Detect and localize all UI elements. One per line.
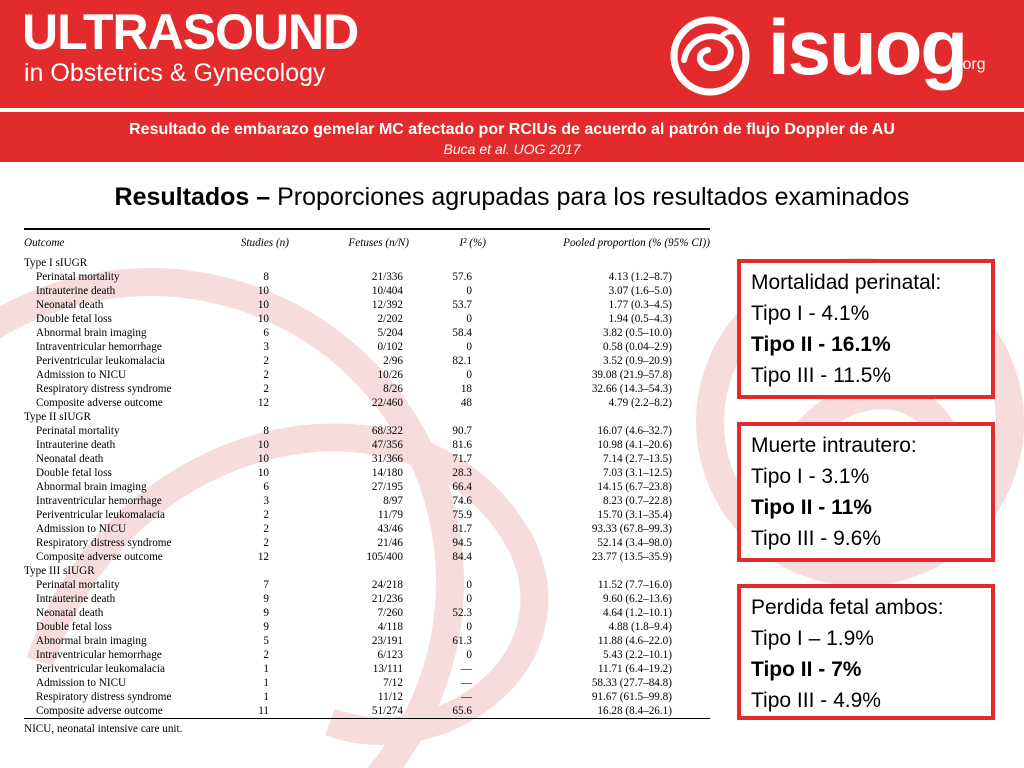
cell-outcome: Composite adverse outcome [36, 705, 163, 717]
cell-outcome: Abnormal brain imaging [36, 327, 147, 339]
results-table-container [24, 228, 710, 735]
cell-outcome: Neonatal death [36, 607, 104, 619]
cell-fetuses: 2/96 [383, 355, 403, 367]
cell-i2: 84.4 [452, 551, 472, 563]
cell-studies: 10 [257, 439, 269, 451]
table-row [24, 508, 710, 522]
cell-pooled-proportion: 3.52 (0.9–20.9) [603, 355, 672, 367]
cell-fetuses: 31/366 [371, 453, 403, 465]
cell-outcome: Abnormal brain imaging [36, 481, 147, 493]
cell-i2: 0 [466, 621, 472, 633]
table-row [24, 382, 710, 396]
cell-i2: 52.3 [452, 607, 472, 619]
table-row [24, 634, 710, 648]
cell-fetuses: 7/260 [377, 607, 403, 619]
cell-studies: 2 [263, 355, 269, 367]
cell-studies: 2 [263, 649, 269, 661]
logo-suffix: .org [958, 56, 986, 73]
cell-fetuses: 21/46 [377, 537, 403, 549]
table-row [24, 648, 710, 662]
cell-pooled-proportion: 4.64 (1.2–10.1) [603, 607, 672, 619]
cell-fetuses: 8/97 [383, 495, 403, 507]
cell-i2: 0 [466, 593, 472, 605]
cell-studies: 2 [263, 523, 269, 535]
cell-pooled-proportion: 4.13 (1.2–8.7) [608, 271, 672, 283]
cell-fetuses: 21/236 [371, 593, 403, 605]
group-label: Type III sIUGR [24, 565, 95, 577]
box-line-type2: Tipo II - 7% [751, 658, 862, 681]
cell-outcome: Double fetal loss [36, 467, 112, 479]
page-title-rest: Proporciones agrupadas para los resultados examinados [270, 183, 910, 211]
cell-pooled-proportion: 9.60 (6.2–13.6) [603, 593, 672, 605]
cell-fetuses: 43/46 [377, 523, 403, 535]
table-row [24, 620, 710, 634]
band-citation: Buca et al. UOG 2017 [443, 141, 581, 157]
table-row [24, 424, 710, 438]
table-row [24, 606, 710, 620]
cell-fetuses: 21/336 [371, 271, 403, 283]
summary-box-perinatal-mortality [737, 259, 995, 399]
table-group-row [24, 564, 710, 578]
cell-i2: 0 [466, 313, 472, 325]
cell-pooled-proportion: 1.77 (0.3–4.5) [608, 299, 672, 311]
table-group-row [24, 256, 710, 270]
table-row [24, 494, 710, 508]
cell-pooled-proportion: 16.28 (8.4–26.1) [597, 705, 672, 717]
cell-fetuses: 10/26 [377, 369, 403, 381]
cell-fetuses: 13/111 [372, 663, 403, 675]
cell-pooled-proportion: 15.70 (3.1–35.4) [597, 509, 672, 521]
cell-fetuses: 10/404 [371, 285, 403, 297]
col-header-fetuses: Fetuses (n/N) [348, 237, 409, 249]
cell-pooled-proportion: 39.08 (21.9–57.8) [591, 369, 672, 381]
cell-outcome: Composite adverse outcome [36, 397, 163, 409]
col-header-pooled-proportion: Pooled proportion (% (95% CI)) [563, 237, 710, 249]
cell-fetuses: 23/191 [371, 635, 403, 647]
cell-fetuses: 47/356 [371, 439, 403, 451]
cell-i2: 0 [466, 341, 472, 353]
col-header-outcome: Outcome [24, 237, 65, 249]
cell-outcome: Admission to NICU [36, 677, 127, 689]
cell-i2: 57.6 [452, 271, 472, 283]
table-row [24, 340, 710, 354]
table-row [24, 676, 710, 690]
cell-i2: — [460, 691, 472, 703]
table-row [24, 704, 710, 718]
box-title: Muerte intrautero: [751, 434, 917, 457]
cell-pooled-proportion: 3.07 (1.6–5.0) [608, 285, 672, 297]
cell-studies: 10 [257, 453, 269, 465]
cell-outcome: Intrauterine death [36, 593, 116, 605]
cell-pooled-proportion: 3.82 (0.5–10.0) [603, 327, 672, 339]
cell-studies: 3 [263, 495, 269, 507]
table-row [24, 480, 710, 494]
cell-pooled-proportion: 23.77 (13.5–35.9) [591, 551, 672, 563]
table-bottom-rule [24, 718, 710, 719]
page-title-bold: Resultados – [114, 183, 271, 211]
cell-outcome: Double fetal loss [36, 313, 112, 325]
cell-fetuses: 12/392 [371, 299, 403, 311]
cell-studies: 8 [263, 271, 269, 283]
cell-studies: 5 [263, 635, 269, 647]
cell-pooled-proportion: 52.14 (3.4–98.0) [597, 537, 672, 549]
cell-outcome: Neonatal death [36, 299, 104, 311]
cell-outcome: Periventricular leukomalacia [36, 355, 165, 367]
table-row [24, 690, 710, 704]
cell-pooled-proportion: 7.03 (3.1–12.5) [603, 467, 672, 479]
cell-outcome: Admission to NICU [36, 523, 127, 535]
cell-studies: 10 [257, 467, 269, 479]
table-group-row [24, 410, 710, 424]
cell-i2: — [460, 677, 472, 689]
cell-i2: 81.7 [452, 523, 472, 535]
cell-outcome: Abnormal brain imaging [36, 635, 147, 647]
cell-outcome: Intrauterine death [36, 439, 116, 451]
cell-pooled-proportion: 4.88 (1.8–9.4) [608, 621, 672, 633]
cell-outcome: Periventricular leukomalacia [36, 509, 165, 521]
cell-pooled-proportion: 11.88 (4.6–22.0) [597, 635, 672, 647]
page-title [0, 183, 1024, 212]
cell-studies: 6 [263, 481, 269, 493]
cell-outcome: Intrauterine death [36, 285, 116, 297]
cell-i2: 82.1 [452, 355, 472, 367]
cell-studies: 9 [263, 621, 269, 633]
cell-i2: 65.6 [452, 705, 472, 717]
box-line-type1: Tipo I – 1.9% [751, 627, 874, 650]
cell-i2: 71.7 [452, 453, 472, 465]
table-footnote: NICU, neonatal intensive care unit. [24, 723, 183, 735]
table-row [24, 298, 710, 312]
cell-fetuses: 4/118 [377, 621, 403, 633]
cell-studies: 2 [263, 383, 269, 395]
box-line-type1: Tipo I - 3.1% [751, 465, 870, 488]
cell-i2: 61.3 [452, 635, 472, 647]
cell-outcome: Perinatal mortality [36, 425, 120, 437]
box-line-type3: Tipo III - 11.5% [751, 364, 892, 387]
cell-pooled-proportion: 58.33 (27.7–84.8) [591, 677, 672, 689]
cell-i2: 81.6 [452, 439, 472, 451]
box-line-type3: Tipo III - 9.6% [751, 527, 881, 550]
summary-box-intrauterine-death [737, 422, 995, 562]
cell-pooled-proportion: 4.79 (2.2–8.2) [608, 397, 672, 409]
cell-pooled-proportion: 8.23 (0.7–22.8) [603, 495, 672, 507]
cell-fetuses: 14/180 [371, 467, 403, 479]
table-header-row [24, 230, 710, 256]
table-row [24, 592, 710, 606]
cell-studies: 2 [263, 509, 269, 521]
cell-pooled-proportion: 0.58 (0.04–2.9) [603, 341, 672, 353]
cell-studies: 1 [263, 677, 269, 689]
cell-i2: 18 [460, 383, 472, 395]
cell-fetuses: 6/123 [377, 649, 403, 661]
cell-pooled-proportion: 14.15 (6.7–23.8) [597, 481, 672, 493]
table-row [24, 466, 710, 480]
col-header-studies: Studies (n) [240, 237, 289, 249]
cell-studies: 2 [263, 369, 269, 381]
box-line-type2: Tipo II - 11% [751, 496, 872, 519]
table-row [24, 396, 710, 410]
cell-fetuses: 7/12 [383, 677, 403, 689]
cell-i2: 58.4 [452, 327, 472, 339]
cell-studies: 9 [263, 607, 269, 619]
journal-header [0, 0, 1024, 108]
cell-i2: 0 [466, 369, 472, 381]
cell-i2: 94.5 [452, 537, 472, 549]
table-row [24, 578, 710, 592]
cell-pooled-proportion: 7.14 (2.7–13.5) [603, 453, 672, 465]
cell-i2: 0 [466, 285, 472, 297]
cell-fetuses: 0/102 [377, 341, 403, 353]
cell-i2: 74.6 [452, 495, 472, 507]
cell-studies: 1 [263, 691, 269, 703]
cell-fetuses: 2/202 [377, 313, 403, 325]
cell-outcome: Double fetal loss [36, 621, 112, 633]
table-row [24, 550, 710, 564]
isuog-swirl-icon [662, 4, 762, 104]
table-row [24, 452, 710, 466]
cell-studies: 2 [263, 537, 269, 549]
band-title: Resultado de embarazo gemelar MC afectado por RCIUs de acuerdo al patrón de flujo Doppler de AU [129, 121, 895, 138]
table-row [24, 438, 710, 452]
isuog-logo [662, 4, 1002, 104]
group-label: Type II sIUGR [24, 411, 91, 423]
table-row [24, 522, 710, 536]
cell-fetuses: 27/195 [371, 481, 403, 493]
table-row [24, 368, 710, 382]
table-row [24, 354, 710, 368]
cell-outcome: Neonatal death [36, 453, 104, 465]
cell-fetuses: 11/79 [377, 509, 403, 521]
box-line-type2: Tipo II - 16.1% [751, 333, 891, 356]
table-row [24, 270, 710, 284]
group-label: Type I sIUGR [24, 257, 88, 269]
cell-i2: 0 [466, 579, 472, 591]
cell-studies: 12 [257, 397, 269, 409]
cell-studies: 10 [257, 299, 269, 311]
cell-outcome: Composite adverse outcome [36, 551, 163, 563]
cell-pooled-proportion: 32.66 (14.3–54.3) [591, 383, 672, 395]
cell-i2: — [460, 663, 472, 675]
cell-fetuses: 8/26 [383, 383, 403, 395]
cell-studies: 3 [263, 341, 269, 353]
cell-i2: 0 [466, 649, 472, 661]
table-row [24, 662, 710, 676]
cell-i2: 53.7 [452, 299, 472, 311]
cell-pooled-proportion: 91.67 (61.5–99.8) [591, 691, 672, 703]
cell-studies: 10 [257, 313, 269, 325]
cell-fetuses: 68/322 [371, 425, 403, 437]
cell-studies: 10 [257, 285, 269, 297]
box-title: Perdida fetal ambos: [751, 596, 944, 619]
cell-outcome: Intraventricular hemorrhage [36, 495, 162, 507]
cell-i2: 90.7 [452, 425, 472, 437]
cell-fetuses: 105/400 [366, 551, 403, 563]
col-header-i2: I² (%) [459, 237, 486, 249]
cell-fetuses: 5/204 [377, 327, 403, 339]
cell-pooled-proportion: 1.94 (0.5–4.3) [608, 313, 672, 325]
journal-title: ULTRASOUND [22, 4, 359, 60]
cell-fetuses: 51/274 [371, 705, 403, 717]
cell-outcome: Intraventricular hemorrhage [36, 649, 162, 661]
cell-studies: 9 [263, 593, 269, 605]
cell-pooled-proportion: 10.98 (4.1–20.6) [597, 439, 672, 451]
cell-outcome: Perinatal mortality [36, 271, 120, 283]
cell-outcome: Periventricular leukomalacia [36, 663, 165, 675]
cell-pooled-proportion: 11.71 (6.4–19.2) [597, 663, 672, 675]
cell-i2: 66.4 [452, 481, 472, 493]
cell-outcome: Perinatal mortality [36, 579, 120, 591]
cell-pooled-proportion: 16.07 (4.6–32.7) [597, 425, 672, 437]
cell-i2: 48 [460, 397, 472, 409]
cell-studies: 11 [258, 705, 269, 717]
summary-box-double-fetal-loss [737, 584, 995, 720]
box-line-type1: Tipo I - 4.1% [751, 302, 870, 325]
subtitle-band [0, 112, 1024, 162]
cell-pooled-proportion: 93.33 (67.8–99.3) [591, 523, 672, 535]
cell-outcome: Intraventricular hemorrhage [36, 341, 162, 353]
cell-outcome: Respiratory distress syndrome [36, 537, 172, 549]
cell-fetuses: 24/218 [371, 579, 403, 591]
cell-outcome: Respiratory distress syndrome [36, 383, 172, 395]
table-row [24, 284, 710, 298]
cell-fetuses: 11/12 [377, 691, 403, 703]
cell-i2: 28.3 [452, 467, 472, 479]
cell-studies: 12 [257, 551, 269, 563]
table-row [24, 326, 710, 340]
logo-text: isuog [768, 3, 966, 91]
cell-studies: 7 [263, 579, 269, 591]
cell-pooled-proportion: 5.43 (2.2–10.1) [603, 649, 672, 661]
results-table [24, 230, 710, 718]
cell-outcome: Respiratory distress syndrome [36, 691, 172, 703]
table-row [24, 312, 710, 326]
table-row [24, 536, 710, 550]
box-title: Mortalidad perinatal: [751, 271, 942, 294]
cell-fetuses: 22/460 [371, 397, 403, 409]
cell-studies: 6 [263, 327, 269, 339]
cell-outcome: Admission to NICU [36, 369, 127, 381]
journal-subtitle: in Obstetrics & Gynecology [24, 59, 326, 87]
cell-pooled-proportion: 11.52 (7.7–16.0) [597, 579, 672, 591]
box-line-type3: Tipo III - 4.9% [751, 689, 881, 712]
cell-studies: 8 [263, 425, 269, 437]
cell-i2: 75.9 [452, 509, 472, 521]
cell-studies: 1 [263, 663, 269, 675]
